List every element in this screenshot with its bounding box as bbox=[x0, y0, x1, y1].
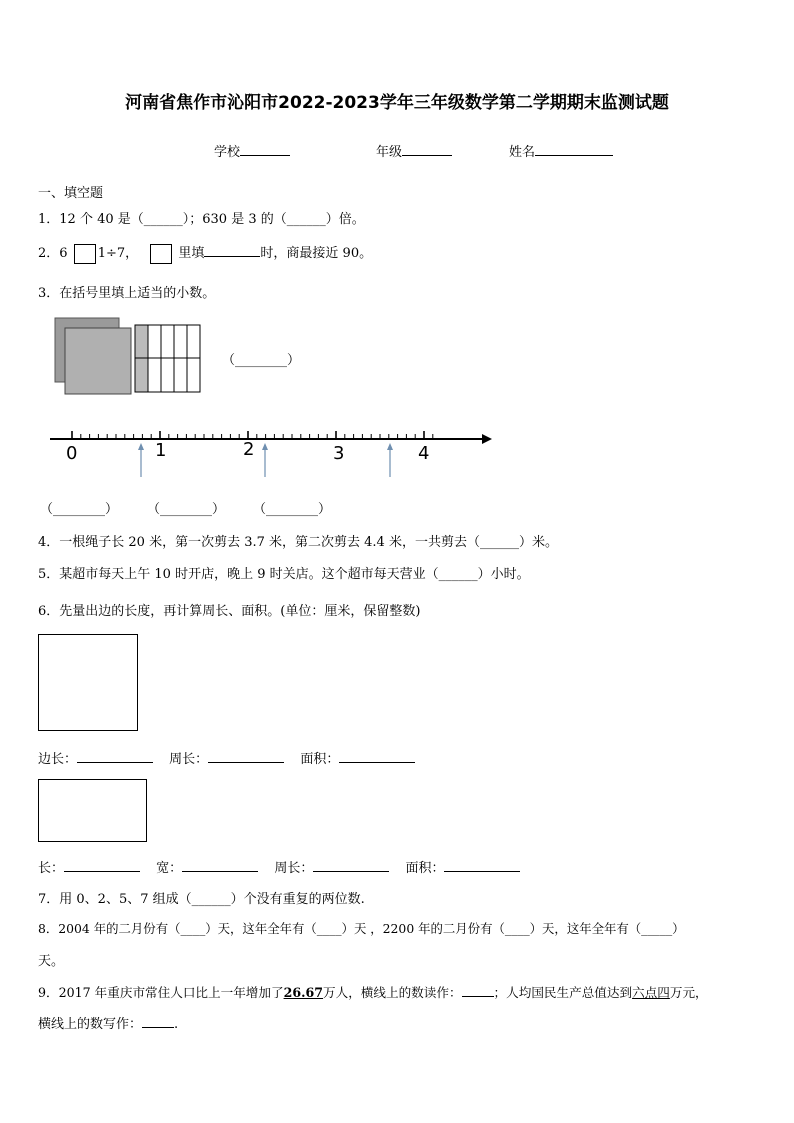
perimeter-label: 周长： bbox=[169, 752, 209, 767]
area-label: 面积： bbox=[300, 752, 340, 767]
q3-answer-blank[interactable]: （________） bbox=[222, 353, 301, 368]
q9-text-c: ；人均国民生产总值达到 bbox=[493, 985, 633, 1000]
q2-text-b: 1÷7， bbox=[97, 246, 139, 261]
section-heading: 一、填空题 bbox=[38, 186, 104, 201]
width-label: 宽： bbox=[156, 861, 183, 876]
q2-blank[interactable] bbox=[204, 244, 260, 257]
q9-text-a: 9．2017 年重庆市常住人口比上一年增加了 bbox=[38, 985, 284, 1000]
question-8-line2: 天。 bbox=[38, 954, 65, 969]
name-label: 姓名 bbox=[509, 145, 536, 160]
width-blank[interactable] bbox=[182, 859, 258, 872]
question-9-line1 bbox=[38, 982, 708, 1001]
q6-row2 bbox=[38, 857, 520, 876]
tenths-grid bbox=[135, 325, 200, 392]
school-blank[interactable] bbox=[240, 143, 290, 156]
grade-field bbox=[376, 141, 452, 160]
question-4: 4．一根绳子长 20 米，第一次剪去 3.7 米，第二次剪去 4.4 米，一共剪去（______）米。 bbox=[38, 535, 558, 550]
question-1: 1．12 个 40 是（______）；630 是 3 的（______）倍。 bbox=[38, 212, 365, 227]
area-blank[interactable] bbox=[339, 750, 415, 763]
q9-blank-1[interactable] bbox=[462, 984, 494, 997]
q9-blank-2[interactable] bbox=[142, 1015, 174, 1028]
nl-label-4: 4 bbox=[418, 443, 430, 464]
q9-text-d: 万元， bbox=[669, 985, 708, 1000]
name-blank[interactable] bbox=[535, 143, 613, 156]
q2-text-c: 里填 bbox=[178, 246, 205, 261]
question-7: 7．用 0、2、5、7 组成（______）个没有重复的两位数. bbox=[38, 892, 365, 907]
perimeter-blank-2[interactable] bbox=[313, 859, 389, 872]
side-label: 边长： bbox=[38, 752, 78, 767]
decimal-squares-figure bbox=[52, 315, 204, 397]
side-blank[interactable] bbox=[77, 750, 153, 763]
nl-label-0: 0 bbox=[66, 443, 78, 464]
arrow-up-icon bbox=[262, 443, 268, 450]
nl-label-3: 3 bbox=[333, 443, 345, 464]
nl-label-2: 2 bbox=[243, 439, 255, 460]
q9-text-e: . bbox=[174, 1017, 179, 1032]
q2-box-2[interactable] bbox=[150, 244, 172, 264]
number-line bbox=[40, 425, 500, 485]
rectangle-shape bbox=[38, 779, 147, 842]
q3-answer-1[interactable]: （________） bbox=[40, 502, 119, 517]
question-8-line1: 8．2004 年的二月份有（____）天，这年全年有（____）天 ，2200 年的二月份有（____）天，这年全年有（_____） bbox=[38, 921, 685, 936]
square-shape bbox=[38, 634, 138, 731]
q2-box-1[interactable] bbox=[74, 244, 96, 264]
arrow-up-icon bbox=[387, 443, 393, 450]
school-field bbox=[214, 141, 290, 160]
page-title: 河南省焦作市沁阳市2022-2023学年三年级数学第二学期期末监测试题 bbox=[125, 93, 669, 113]
name-field bbox=[509, 141, 613, 160]
q3-answer-3[interactable]: （________） bbox=[253, 502, 332, 517]
school-label: 学校 bbox=[214, 145, 241, 160]
q9-text-b: 万人，横线上的数读作： bbox=[323, 985, 462, 1000]
area-blank-2[interactable] bbox=[444, 859, 520, 872]
arrow-up-icon bbox=[138, 443, 144, 450]
q2-text-d: 时，商最接近 90。 bbox=[260, 246, 373, 261]
grade-label: 年级 bbox=[376, 145, 403, 160]
q2-text-a: 2．6 bbox=[38, 246, 68, 261]
question-6: 6．先量出边的长度，再计算周长、面积。(单位：厘米，保留整数) bbox=[38, 604, 421, 619]
area-label-2: 面积： bbox=[405, 861, 445, 876]
arrow-head-icon bbox=[482, 434, 492, 444]
length-blank[interactable] bbox=[64, 859, 140, 872]
number-line-ticks bbox=[72, 431, 433, 439]
question-2 bbox=[38, 242, 372, 264]
q9-underlined-word: 六点四 bbox=[632, 985, 670, 1000]
perimeter-blank[interactable] bbox=[208, 750, 284, 763]
nl-label-1: 1 bbox=[155, 440, 167, 461]
grade-blank[interactable] bbox=[402, 143, 452, 156]
q3-answer-2[interactable]: （________） bbox=[147, 502, 226, 517]
q9-underlined-number: 26.67 bbox=[283, 985, 324, 1000]
q6-row1 bbox=[38, 748, 415, 767]
length-label: 长： bbox=[38, 861, 65, 876]
q9-text-line2: 横线上的数写作： bbox=[38, 1017, 143, 1032]
square-front bbox=[65, 328, 131, 394]
question-5: 5．某超市每天上午 10 时开店，晚上 9 时关店。这个超市每天营业（______）小时。 bbox=[38, 567, 530, 582]
perimeter-label-2: 周长： bbox=[274, 861, 314, 876]
question-9-line2 bbox=[38, 1013, 178, 1032]
question-3: 3．在括号里填上适当的小数。 bbox=[38, 286, 216, 301]
